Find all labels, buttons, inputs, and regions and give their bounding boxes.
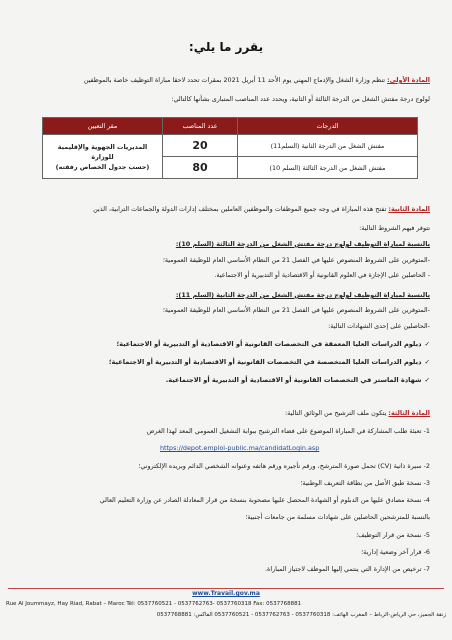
location-line2: للوزارة	[91, 152, 114, 161]
article1-text1: تنظم وزارة الشغل والإدماج المهني يوم الأحد 11 أبريل 2021 بمقرات تحدد لاحقا مباراة التوظيف خاصة بالموظفين	[83, 76, 386, 84]
header-count: عدد المناصب	[163, 118, 238, 135]
positions-table	[42, 117, 418, 179]
article2-sub2: بالنسبة لمباراة التوظيف لولوج درجة مفتش الشغل من الدرجة الثانية (السلم 11):	[175, 291, 430, 299]
row2-count: 80	[163, 157, 238, 179]
location-cell	[43, 135, 163, 179]
article2-sub1-item2: - الحاصلين على الإجازة في العلوم القانونية أو الاقتصادية أو التدبيرية أو الاجتماعية.	[214, 271, 430, 279]
header-location: مقر التعيين	[43, 118, 163, 135]
table-header-row	[43, 118, 418, 135]
footer-address-fr: Rue Al Joummayz, Hay Riad, Rabat – Maroc Tél: 0537760521 - 0537762763- 0537760318 Fax: 0537768881	[6, 601, 302, 607]
article1-line1	[84, 76, 430, 85]
article2-line1	[93, 205, 430, 214]
article2-sub2-item2: -الحاصلين على إحدى الشهادات التالية:	[328, 322, 430, 330]
row1-grade: مفتش الشغل من الدرجة الثانية (السلم11)	[238, 135, 418, 157]
article3-item4: 4- نسخة مصادق عليها من الدبلوم أو الشهادة المحصل عليها مصحوبة بنسخة من قرار المعادلة الصادر عن وزارة التعليم العالي	[99, 496, 430, 504]
location-line1: المديريات الجهوية والإقليمية	[57, 142, 148, 151]
application-link[interactable]: https://depot.emploi-public.ma/candidatLogin.asp	[160, 444, 320, 452]
article2-text1: تفتح هذه المباراة في وجه جميع الموظفات والموظفين العاملين بمختلف إدارات الدولة والجماعات الترابية، الذين	[93, 205, 387, 213]
footer-address-ar: زنقة الجميز، حي الرياض-الرباط – المغرب الهاتف: 0537760318 - 0537762763 - 0537760521 الفاكس: 0537768881	[156, 612, 446, 618]
article3-item2: 2- سيرة ذاتية (CV) تحمل صورة المترشح، ورقم تأجيره ورقم هاتفه وعنوانه الشخصي الدائم وبريده الإلكتروني؛	[138, 462, 430, 470]
article3-item7: 7- ترخيص من الإدارة التي ينتمي إليها الموظف لاجتياز المباراة.	[264, 565, 430, 573]
row1-count: 20	[163, 135, 238, 157]
article2-label: المادة الثانية:	[388, 205, 430, 213]
article2-sub1: بالنسبة لمباراة التوظيف لولوج درجة مفتش الشغل من الدرجة الثالثة (السلم 10):	[175, 240, 430, 248]
list-item: ✓دبلوم الدراسات العليا المتخصصة في التخصصات القانونية أو الاقتصادية أو التدبيرية أو الاجتماعية؛	[108, 358, 430, 366]
location-line3: (حسب جدول الخصاص رفقته)	[55, 162, 150, 171]
checkmark-icon: ✓	[424, 340, 430, 348]
checkmark-icon: ✓	[424, 376, 430, 384]
article3-intro: يتكون ملف الترشيح من الوثائق التالية:	[285, 409, 387, 417]
footer-website[interactable]: www.Travail.gov.ma	[192, 590, 260, 597]
row2-grade: مفتش الشغل من الدرجة الثالثة (السلم 10)	[238, 157, 418, 179]
list-item: ✓دبلوم الدراسات العليا المعمقة في التخصصات القانونية أو الاقتصادية أو التدبيرية أو الاجتماعية؛	[116, 340, 430, 348]
article2-sub2-item1: -المتوفرين على الشروط المنصوص عليها في الفصل 21 من النظام الأساسي العام للوظيفة العمومية؛	[162, 306, 430, 314]
table-row	[43, 135, 418, 157]
article3-label: المادة الثالثة:	[388, 409, 430, 417]
page-title: يقرر ما يلي:	[188, 40, 264, 54]
article3-item1: 1- تعبئة طلب المشاركة في المباراة الموضوع على فضاء الترشيح ببوابة التشغيل العمومي المعد لهذا الغرض	[146, 427, 430, 435]
article3-line1	[285, 409, 430, 418]
article3-item5: 5- نسخة من قرار التوظيف؛	[356, 531, 430, 539]
article1-label: المادة الأولى:	[387, 76, 430, 84]
article3-item3: 3- نسخة طبق الأصل من بطاقة التعريف الوطنية؛	[300, 479, 430, 487]
article3-item6: 6- قرار آخر وضعية إدارية؛	[361, 548, 430, 556]
footer-divider	[8, 588, 444, 589]
header-grades: الدرجات	[238, 118, 418, 135]
article1-line2: لولوج درجة مفتش الشغل من الدرجة الثالثة أو الثانية، ويحدد عدد المناصب المتبارى بشأنها كالتالي:	[171, 95, 430, 103]
article2-sub1-item1: -المتوفرين على الشروط المنصوص عليها في الفصل 21 من النظام الأساسي العام للوظيفة العمومية؛	[162, 256, 430, 264]
list-item: ✓شهادة الماستر في التخصصات القانونية أو الاقتصادية أو التدبيرية أو الاجتماعية.	[165, 376, 430, 384]
article2-line2: تتوفر فيهم الشروط التالية:	[359, 224, 430, 232]
checkmark-icon: ✓	[424, 358, 430, 366]
article3-item4b: بالنسبة للمترشحين الحاصلين على شهادات مسلمة من جامعات أجنبية؛	[245, 513, 430, 521]
